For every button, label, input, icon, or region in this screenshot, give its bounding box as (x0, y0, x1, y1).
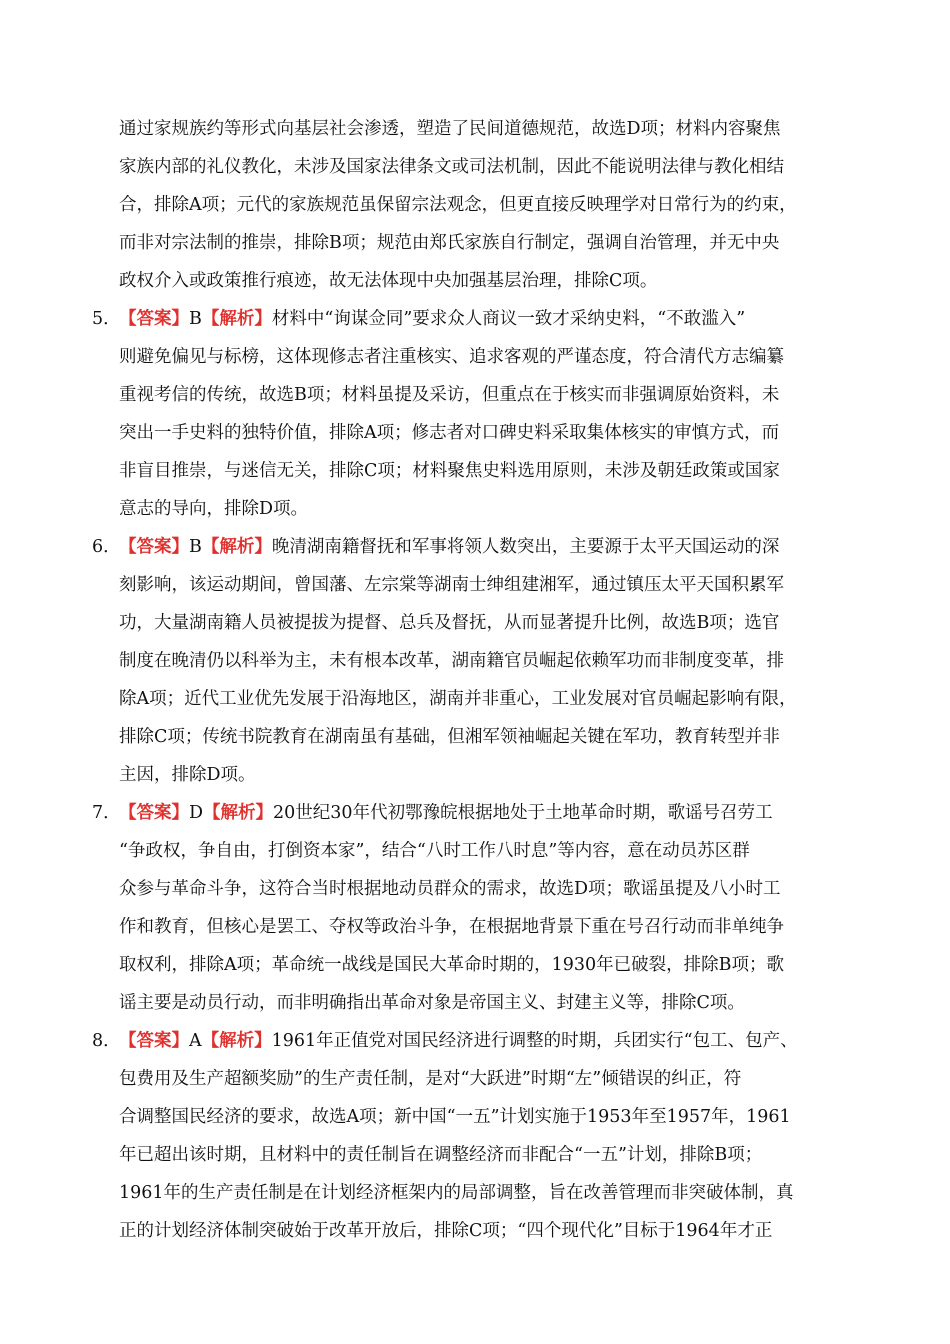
text-line: 而非对宗法制的推崇，排除B项；规范由郑氏家族自行制定，强调自治管理，并无中央 (119, 233, 780, 253)
text-line: 非盲目推崇，与迷信无关，排除C项；材料聚焦史料选用原则，未涉及朝廷政策或国家 (119, 461, 780, 481)
answer-value: B (189, 537, 202, 557)
item-number: 8． (92, 1031, 121, 1051)
text-line: 正的计划经济体制突破始于改革开放后，排除C项；“四个现代化”目标于1964年才正 (119, 1221, 773, 1241)
analysis-tag: 【解析】 (201, 537, 272, 557)
text-line: 包费用及生产超额奖励”的生产责任制，是对“大跃进”时期“左”倾错误的纠正，符 (119, 1069, 742, 1089)
analysis-text: 晚清湖南籍督抚和军事将领人数突出，主要源于太平天国运动的深 (271, 537, 780, 557)
item-number: 5． (92, 309, 121, 329)
analysis-text: 材料中“询谋佥同”要求众人商议一致才采纳史料，“不敢滥入” (271, 309, 746, 329)
text-line: 作和教育，但核心是罢工、夺权等政治斗争，在根据地背景下重在号召行动而非单纯争 (119, 917, 784, 937)
text-line: 突出一手史料的独特价值，排除A项；修志者对口碑史料采取集体核实的审慎方式，而 (119, 423, 780, 443)
text-line: “争政权，争自由，打倒资本家”，结合“八时工作八时息”等内容，意在动员苏区群 (119, 841, 750, 861)
analysis-tag: 【解析】 (201, 309, 272, 329)
item-number: 6． (92, 537, 121, 557)
item-number: 7． (92, 803, 121, 823)
text-line: 众参与革命斗争，这符合当时根据地动员群众的需求，故选D项；歌谣虽提及八小时工 (119, 879, 781, 899)
text-line: 家族内部的礼仪教化，未涉及国家法律条文或司法机制，因此不能说明法律与教化相结 (119, 157, 784, 177)
text-line: 重视考信的传统，故选B项；材料虽提及采访，但重点在于核实而非强调原始资料，未 (119, 385, 780, 405)
text-line: 通过家规族约等形式向基层社会渗透，塑造了民间道德规范，故选D项；材料内容聚焦 (119, 119, 781, 139)
text-line: 谣主要是动员行动，而非明确指出革命对象是帝国主义、封建主义等，排除C项。 (119, 993, 745, 1013)
text-line: 政权介入或政策推行痕迹，故无法体现中央加强基层治理，排除C项。 (119, 271, 658, 291)
text-line: 意志的导向，排除D项。 (119, 499, 309, 519)
text-line: 年已超出该时期，且材料中的责任制旨在调整经济而非配合“一五”计划，排除B项； (119, 1145, 763, 1165)
text-line: 合调整国民经济的要求，故选A项；新中国“一五”计划实施于1953年至1957年，1961 (119, 1107, 791, 1127)
text-line: 排除C项；传统书院教育在湖南虽有基础，但湘军领袖崛起关键在军功，教育转型并非 (119, 727, 780, 747)
analysis-text: 1961年正值党对国民经济进行调整的时期，兵团实行“包工、包产、 (271, 1031, 798, 1051)
text-line: 除A项；近代工业优先发展于沿海地区，湖南并非重心，工业发展对官员崛起影响有限， (119, 689, 797, 709)
item-first-line (119, 307, 879, 331)
answer-tag: 【答案】 (119, 1031, 189, 1051)
analysis-tag: 【解析】 (201, 1031, 272, 1051)
analysis-tag: 【解析】 (203, 803, 274, 823)
answer-tag: 【答案】 (119, 537, 189, 557)
item-first-line (119, 1029, 879, 1053)
text-line: 功，大量湖南籍人员被提拔为提督、总兵及督抚，从而显著提升比例，故选B项；选官 (119, 613, 780, 633)
answer-value: D (189, 803, 204, 823)
item-first-line (119, 535, 879, 559)
answer-value: A (189, 1031, 202, 1051)
answer-value: B (189, 309, 202, 329)
answer-tag: 【答案】 (119, 309, 189, 329)
text-line: 则避免偏见与标榜，这体现修志者注重核实、追求客观的严谨态度，符合清代方志编纂 (119, 347, 784, 367)
text-line: 取权利，排除A项；革命统一战线是国民大革命时期的，1930年已破裂，排除B项；歌 (119, 955, 785, 975)
text-line: 制度在晚清仍以科举为主，未有根本改革，湖南籍官员崛起依赖军功而非制度变革，排 (119, 651, 784, 671)
item-first-line (119, 801, 879, 825)
text-line: 合，排除A项；元代的家族规范虽保留宗法观念，但更直接反映理学对日常行为的约束， (119, 195, 797, 215)
analysis-text: 20世纪30年代初鄂豫皖根据地处于土地革命时期，歌谣号召劳工 (273, 803, 773, 823)
text-line: 主因，排除D项。 (119, 765, 256, 785)
answer-tag: 【答案】 (119, 803, 189, 823)
text-line: 刻影响，该运动期间，曾国藩、左宗棠等湖南士绅组建湘军，通过镇压太平天国积累军 (119, 575, 784, 595)
text-line: 1961年的生产责任制是在计划经济框架内的局部调整，旨在改善管理而非突破体制，真 (119, 1183, 794, 1203)
